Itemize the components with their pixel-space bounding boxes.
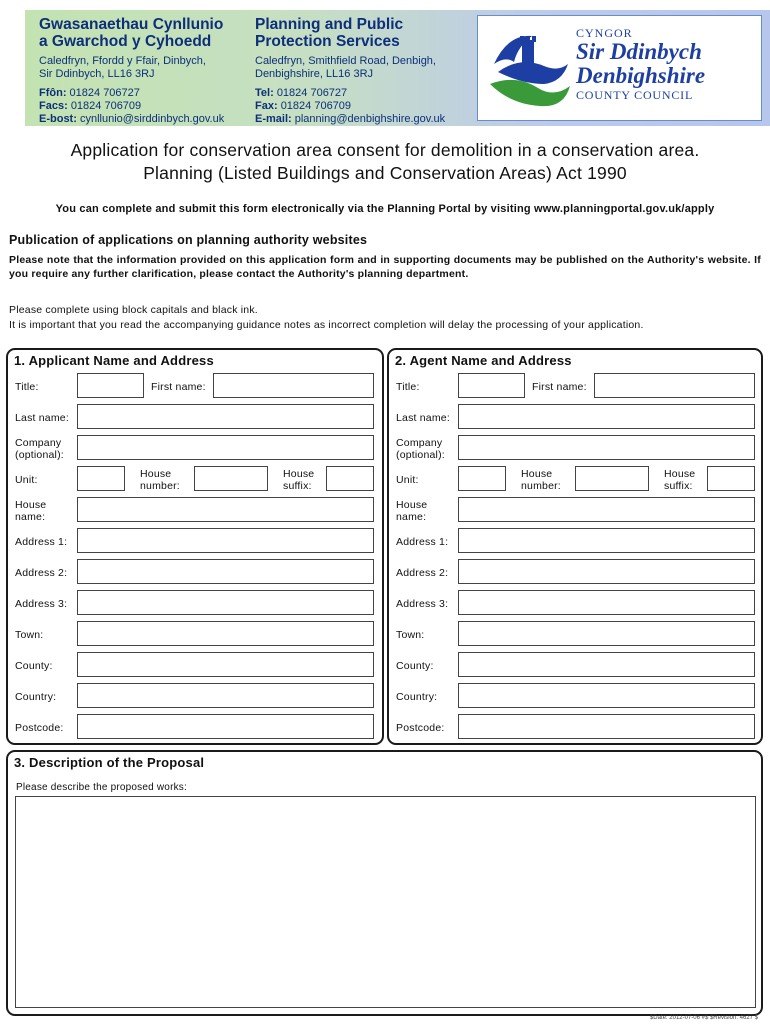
agent-section (387, 348, 763, 745)
applicant-county-label: County: (15, 660, 53, 672)
agent-town-input[interactable] (458, 621, 755, 646)
applicant-address1-label: Address 1: (15, 536, 68, 548)
agent-house-number-input[interactable] (575, 466, 649, 491)
applicant-company-label: Company (optional): (15, 437, 64, 461)
english-phone-label: Tel: (255, 87, 274, 99)
welsh-email[interactable]: cynllunio@sirddinbych.gov.uk (79, 113, 225, 125)
welsh-service-title-2: a Gwarchod y Cyhoedd (39, 33, 212, 50)
applicant-country-input[interactable] (77, 683, 374, 708)
agent-county-label: County: (396, 660, 434, 672)
agent-last-name-label: Last name: (396, 412, 450, 424)
agent-title-label: Title: (396, 381, 420, 393)
agent-company-label: Company (optional): (396, 437, 445, 461)
applicant-address3-input[interactable] (77, 590, 374, 615)
applicant-section-heading: 1. Applicant Name and Address (14, 353, 214, 368)
applicant-address2-label: Address 2: (15, 567, 68, 579)
agent-last-name-input[interactable] (458, 404, 755, 429)
logo-denbighshire: Denbighshire (576, 63, 706, 88)
agent-country-input[interactable] (458, 683, 755, 708)
welsh-address-2: Sir Ddinbych, LL16 3RJ (39, 68, 155, 80)
agent-house-suffix-input[interactable] (707, 466, 755, 491)
applicant-town-label: Town: (15, 629, 44, 641)
proposal-section-heading: 3. Description of the Proposal (14, 755, 205, 770)
applicant-town-input[interactable] (77, 621, 374, 646)
welsh-address-1: Caledfryn, Ffordd y Ffair, Dinbych, (39, 55, 206, 67)
agent-house-name-label: House name: (396, 499, 428, 523)
proposal-section (6, 750, 763, 1016)
applicant-address2-input[interactable] (77, 559, 374, 584)
applicant-company-input[interactable] (77, 435, 374, 460)
agent-postcode-input[interactable] (458, 714, 755, 739)
agent-unit-label: Unit: (396, 474, 419, 486)
english-contact-block (255, 16, 445, 126)
agent-address3-input[interactable] (458, 590, 755, 615)
applicant-county-input[interactable] (77, 652, 374, 677)
agent-address1-input[interactable] (458, 528, 755, 553)
applicant-first-name-label: First name: (151, 381, 206, 393)
welsh-phone-label: Ffôn: (39, 87, 67, 99)
applicant-unit-input[interactable] (77, 466, 125, 491)
agent-postcode-label: Postcode: (396, 722, 445, 734)
english-fax: 01824 706709 (280, 100, 352, 112)
agent-unit-input[interactable] (458, 466, 506, 491)
electronic-submission-note: You can complete and submit this form electronically via the Planning Portal by visiting www.planningportal.gov.uk/apply (55, 203, 715, 215)
publication-heading: Publication of applications on planning authority websites (9, 233, 368, 247)
applicant-address1-input[interactable] (77, 528, 374, 553)
applicant-unit-label: Unit: (15, 474, 38, 486)
agent-address3-label: Address 3: (396, 598, 449, 610)
welsh-email-label: E-bost: (39, 113, 77, 125)
header-banner (25, 10, 770, 126)
agent-country-label: Country: (396, 691, 438, 703)
revision-footer: $Date: 2012-07-06 #$ $Revision: 4627 $ (649, 1015, 758, 1021)
applicant-title-label: Title: (15, 381, 39, 393)
form-title-line2: Planning (Listed Buildings and Conservation Areas) Act 1990 (143, 163, 627, 183)
applicant-title-input[interactable] (77, 373, 144, 398)
english-service-title-1: Planning and Public (255, 16, 404, 33)
council-logo (477, 15, 762, 121)
agent-town-label: Town: (396, 629, 425, 641)
applicant-postcode-label: Postcode: (15, 722, 64, 734)
applicant-house-suffix-input[interactable] (326, 466, 374, 491)
english-address-2: Denbighshire, LL16 3RJ (255, 68, 374, 80)
agent-address2-label: Address 2: (396, 567, 449, 579)
form-title-line1: Application for conservation area consent for demolition in a conservation area. (70, 140, 700, 160)
applicant-country-label: Country: (15, 691, 57, 703)
agent-address1-label: Address 1: (396, 536, 449, 548)
english-email-label: E-mail: (255, 113, 292, 125)
logo-sir-ddinbych: Sir Ddinbych (576, 39, 702, 64)
english-phone: 01824 706727 (276, 87, 348, 99)
english-email[interactable]: planning@denbighshire.gov.uk (294, 113, 446, 125)
publication-text: Please note that the information provided on this application form and in supporting documents may be published on the Authority's website. If you require any further clarification, please contact the Authority's planning department. (9, 254, 761, 280)
agent-house-number-label: House number: (521, 468, 561, 492)
agent-county-input[interactable] (458, 652, 755, 677)
agent-first-name-input[interactable] (594, 373, 755, 398)
agent-address2-input[interactable] (458, 559, 755, 584)
applicant-house-name-input[interactable] (77, 497, 374, 522)
applicant-house-name-label: House name: (15, 499, 47, 523)
completion-instructions (9, 303, 644, 333)
welsh-fax-label: Facs: (39, 100, 68, 112)
proposal-description-label: Please describe the proposed works: (16, 782, 187, 793)
welsh-contact-block (39, 16, 224, 126)
english-fax-label: Fax: (255, 100, 278, 112)
agent-first-name-label: First name: (532, 381, 587, 393)
logo-cyngor: CYNGOR (576, 26, 633, 40)
instruction-line-2: It is important that you read the accompanying guidance notes as incorrect completion will delay the processing of your application. (9, 319, 644, 331)
agent-house-suffix-label: House suffix: (664, 468, 696, 492)
instruction-line-1: Please complete using block capitals and black ink. (9, 304, 258, 316)
logo-county-council: COUNTY COUNCIL (576, 88, 694, 102)
applicant-last-name-input[interactable] (77, 404, 374, 429)
applicant-first-name-input[interactable] (213, 373, 374, 398)
applicant-postcode-input[interactable] (77, 714, 374, 739)
agent-section-heading: 2. Agent Name and Address (395, 353, 572, 368)
english-service-title-2: Protection Services (255, 33, 400, 50)
applicant-section (6, 348, 384, 745)
applicant-address3-label: Address 3: (15, 598, 68, 610)
applicant-house-number-input[interactable] (194, 466, 268, 491)
agent-company-input[interactable] (458, 435, 755, 460)
castle-hill-logo-icon (488, 28, 572, 110)
welsh-phone: 01824 706727 (69, 87, 140, 99)
agent-title-input[interactable] (458, 373, 525, 398)
applicant-last-name-label: Last name: (15, 412, 69, 424)
welsh-service-title-1: Gwasanaethau Cynllunio (39, 16, 224, 33)
welsh-fax: 01824 706709 (70, 100, 142, 112)
english-address-1: Caledfryn, Smithfield Road, Denbigh, (255, 55, 436, 67)
applicant-house-number-label: House number: (140, 468, 180, 492)
proposal-description-textarea[interactable] (15, 796, 756, 1008)
applicant-house-suffix-label: House suffix: (283, 468, 315, 492)
agent-house-name-input[interactable] (458, 497, 755, 522)
